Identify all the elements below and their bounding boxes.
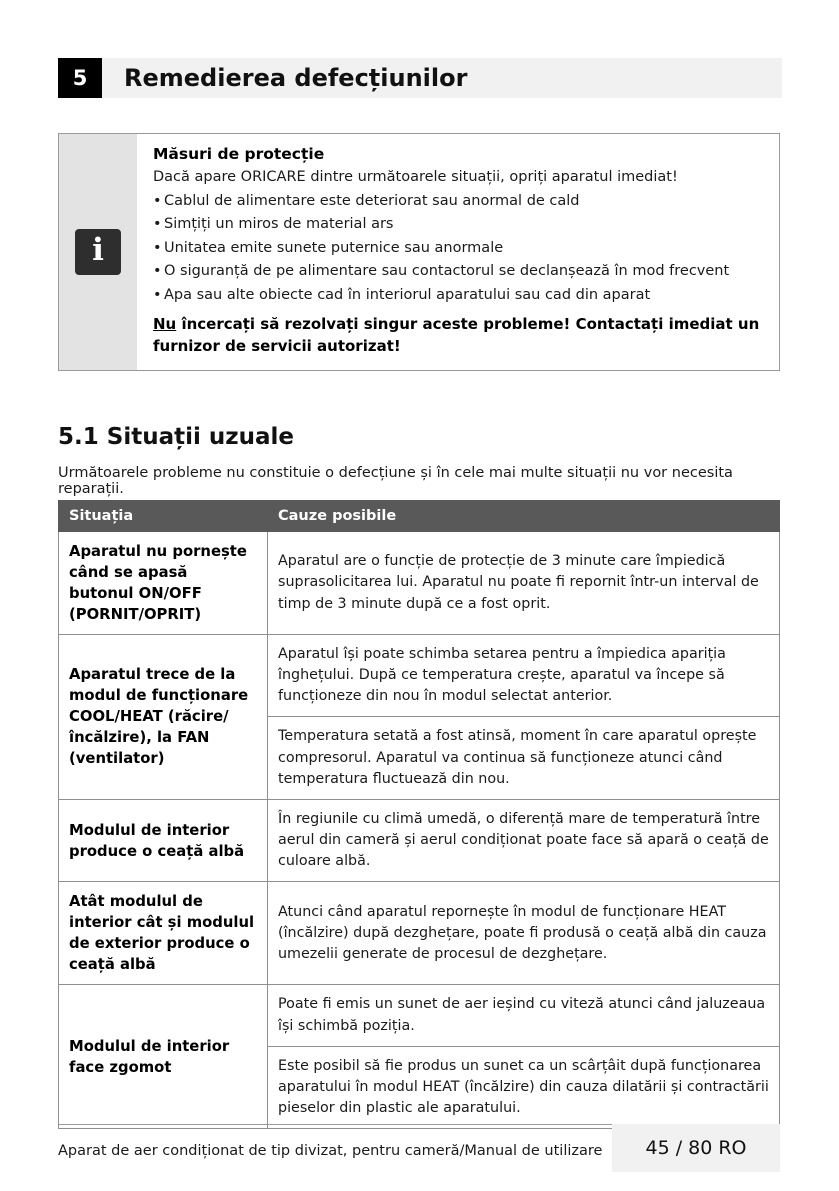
safety-warning-box <box>58 133 780 371</box>
section-intro: Următoarele probleme nu constituie o defecțiune și în cele mai multe situații nu vor necesita reparații. <box>58 465 733 497</box>
chapter-header <box>58 58 782 98</box>
page-title: Remedierea defecțiunilor <box>124 64 468 92</box>
table-row <box>59 882 780 985</box>
cell-cause: Aparatul are o funcție de protecție de 3 minute care împiedică suprasolicitarea lui. Aparatul nu poate fi repornit într-un interval de timp de 3 minute după ce a fost oprit. <box>268 532 780 635</box>
warning-footer <box>153 314 763 357</box>
cell-situation: Aparatul trece de la modul de funcționare COOL/HEAT (răcire/încălzire), la FAN (ventilator) <box>59 635 268 800</box>
cell-cause: În regiunile cu climă umedă, o diferență mare de temperatură între aerul din cameră și aerul condiționat poate face să apară o ceață de culoare albă. <box>268 799 780 881</box>
section-title: 5.1 Situații uzuale <box>58 424 294 450</box>
list-item: • Cablul de alimentare este deteriorat sau anormal de cald <box>153 190 763 213</box>
cell-cause: Temperatura setată a fost atinsă, moment în care aparatul oprește compresorul. Aparatul va continua să funcționeze atunci când temperatura fluctuează din nou. <box>268 717 780 799</box>
warning-footer-emphasis: Nu <box>153 315 177 334</box>
troubleshooting-table <box>58 500 780 1129</box>
warning-body <box>137 134 779 370</box>
table-header-row <box>59 501 780 532</box>
warning-lead-text: Dacă apare ORICARE dintre următoarele situații, opriți aparatul imediat! <box>153 169 678 185</box>
table-body <box>59 532 780 1129</box>
list-item: • Unitatea emite sunete puternice sau anormale <box>153 237 763 260</box>
cell-situation: Modulul de interior face zgomot <box>59 985 268 1129</box>
footer-text: Aparat de aer condiționat de tip divizat, pentru cameră/Manual de utilizare <box>58 1143 603 1159</box>
cell-cause: Aparatul își poate schimba setarea pentru a împiedica apariția înghețului. După ce temperatura crește, aparatul va începe să funcționeze din nou în modul selectat anterior. <box>268 635 780 717</box>
list-item: • Simțiți un miros de material ars <box>153 213 763 236</box>
table-row <box>59 985 780 1046</box>
warning-icon-column <box>59 134 137 370</box>
cell-cause: Este posibil să fie produs un sunet ca un scârțâit după funcționarea aparatului în modul HEAT (încălzire) din cauza dilatării și contractării pieselor din plastic ale aparatului. <box>268 1046 780 1128</box>
list-item: • O siguranță de pe alimentare sau contactorul se declanșează în mod frecvent <box>153 260 763 283</box>
warning-title: Măsuri de protecție <box>153 145 325 163</box>
warning-footer-rest: încercați să rezolvați singur aceste probleme! Contactați imediat un furnizor de servicii autorizat! <box>153 315 760 355</box>
list-item: • Apa sau alte obiecte cad în interiorul aparatului sau cad din aparat <box>153 284 763 307</box>
cell-cause: Atunci când aparatul repornește în modul de funcționare HEAT (încălzire) după dezghețare, poate fi produsă o ceață albă din cauza umezelii generate de procesul de dezghețare. <box>268 882 780 985</box>
chapter-number: 5 <box>58 58 102 98</box>
cell-situation: Atât modulul de interior cât și modulul de exterior produce o ceață albă <box>59 882 268 985</box>
table-row <box>59 532 780 635</box>
warning-list <box>153 190 763 307</box>
info-icon: i <box>75 229 121 275</box>
table-row <box>59 799 780 881</box>
cell-situation: Aparatul nu pornește când se apasă butonul ON/OFF (PORNIT/OPRIT) <box>59 532 268 635</box>
cell-situation: Modulul de interior produce o ceață albă <box>59 799 268 881</box>
table-header-causes: Cauze posibile <box>268 501 780 532</box>
cell-cause: Poate fi emis un sunet de aer ieșind cu viteză atunci când jaluzeaua își schimbă poziția. <box>268 985 780 1046</box>
table-header-situation: Situația <box>59 501 268 532</box>
page-number: 45 / 80 RO <box>612 1124 780 1172</box>
table-head <box>59 501 780 532</box>
table-row <box>59 635 780 717</box>
